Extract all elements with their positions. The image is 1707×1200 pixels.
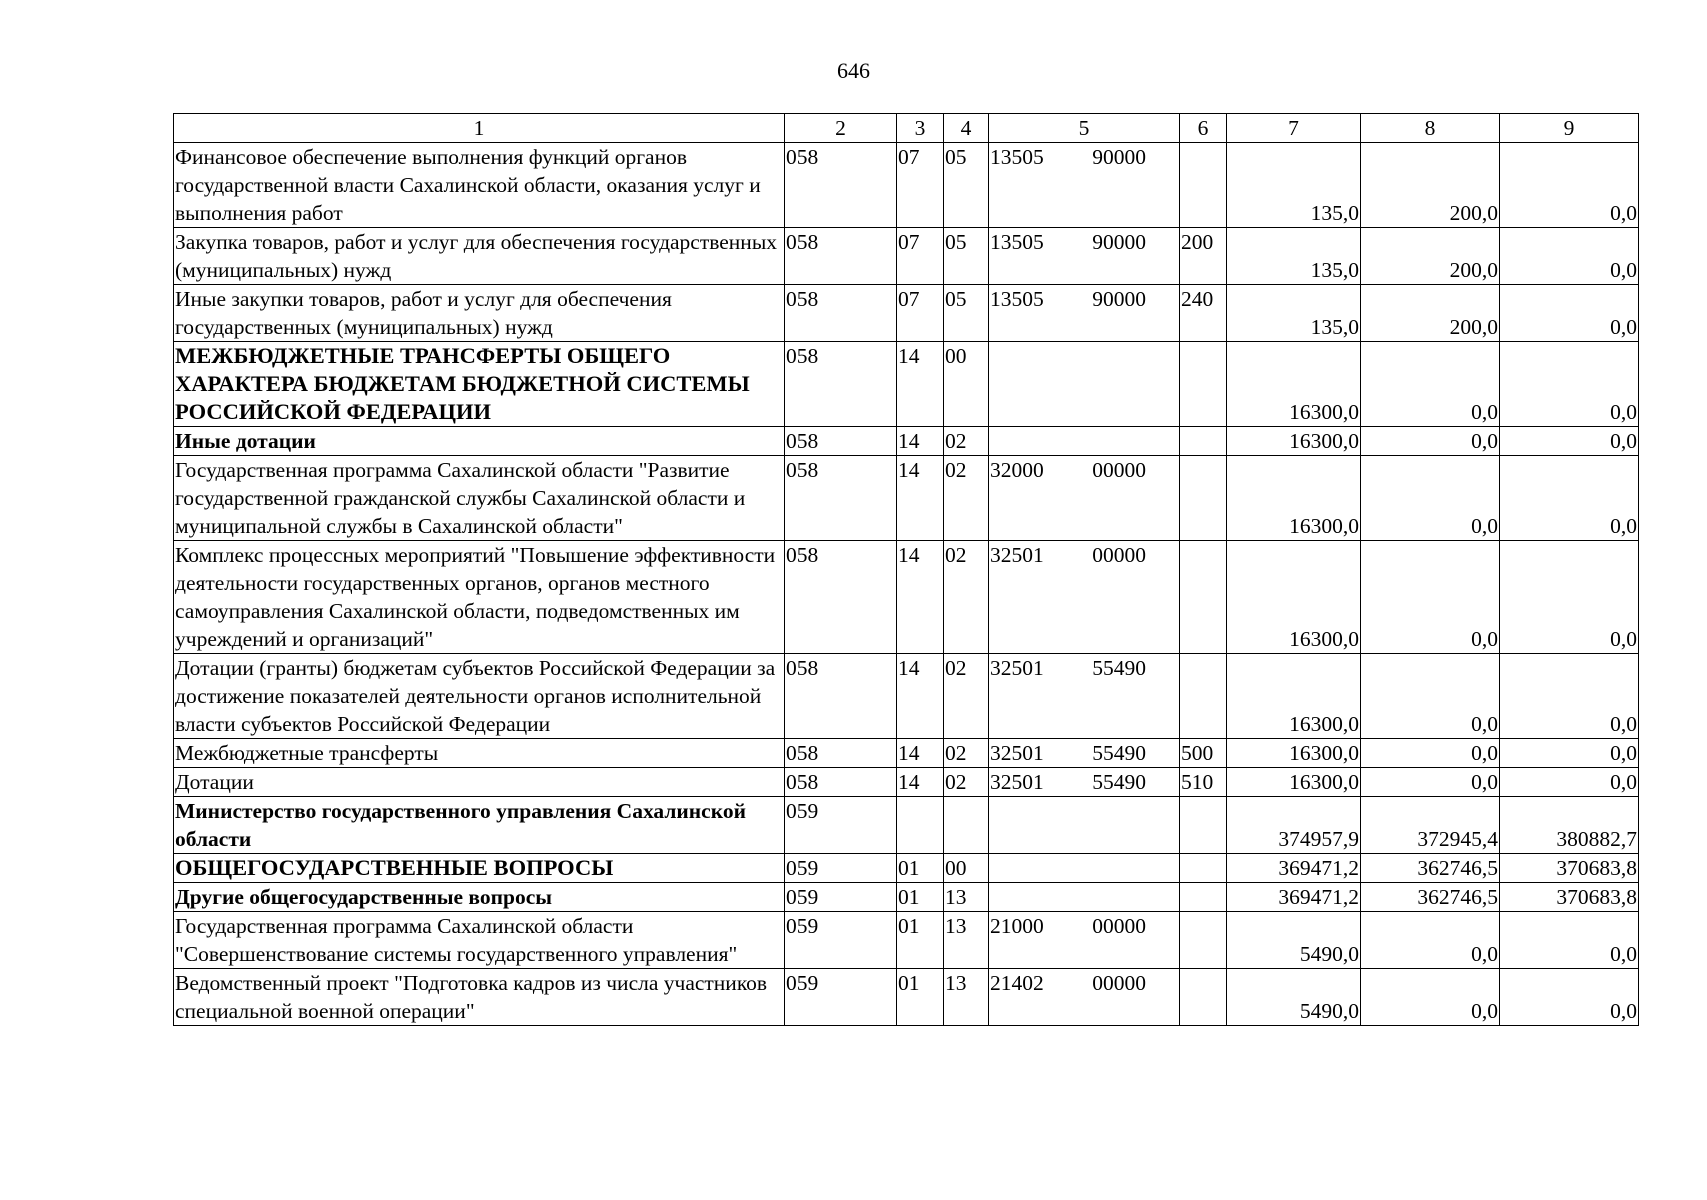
code-cell-3: 07 [897, 285, 944, 342]
amount-cell-8: 372945,4 [1361, 797, 1500, 854]
amount-cell-7: 16300,0 [1227, 654, 1361, 739]
code-cell-5 [989, 342, 1180, 427]
header-row [174, 114, 1639, 143]
amount-cell-8: 362746,5 [1361, 883, 1500, 912]
code-cell-2: 058 [785, 228, 897, 285]
amount-cell-7: 135,0 [1227, 143, 1361, 228]
row-name-cell: Иные закупки товаров, работ и услуг для обеспечения государственных (муниципальных) нужд [174, 285, 785, 342]
code-cell-3: 14 [897, 456, 944, 541]
code-cell-4: 13 [944, 912, 989, 969]
code-cell-4: 02 [944, 768, 989, 797]
code-5-part-b: 55490 [1092, 741, 1146, 765]
code-cell-4 [944, 797, 989, 854]
amount-cell-7: 5490,0 [1227, 912, 1361, 969]
row-name-cell: Дотации (гранты) бюджетам субъектов Российской Федерации за достижение показателей деятельности органов исполнительной власти субъектов Российской Федерации [174, 654, 785, 739]
code-cell-2: 058 [785, 143, 897, 228]
amount-cell-9: 0,0 [1500, 969, 1639, 1026]
column-header: 6 [1180, 114, 1227, 143]
amount-cell-8: 0,0 [1361, 427, 1500, 456]
code-cell-3: 01 [897, 912, 944, 969]
code-5-part-a: 21000 [990, 914, 1044, 938]
code-cell-5 [989, 912, 1180, 969]
table-row [174, 427, 1639, 456]
amount-cell-9: 0,0 [1500, 427, 1639, 456]
code-cell-3: 14 [897, 342, 944, 427]
amount-cell-9: 0,0 [1500, 143, 1639, 228]
table-row [174, 854, 1639, 883]
table-row [174, 143, 1639, 228]
budget-table [173, 113, 1639, 1026]
code-cell-3: 14 [897, 541, 944, 654]
code-5-part-a: 21402 [990, 971, 1044, 995]
code-cell-5 [989, 969, 1180, 1026]
code-cell-3: 07 [897, 143, 944, 228]
amount-cell-7: 16300,0 [1227, 342, 1361, 427]
amount-cell-7: 16300,0 [1227, 768, 1361, 797]
amount-cell-7: 135,0 [1227, 285, 1361, 342]
page-number: 646 [837, 58, 870, 83]
code-5-part-a: 32501 [990, 770, 1044, 794]
code-cell-5 [989, 456, 1180, 541]
code-cell-3: 14 [897, 768, 944, 797]
amount-cell-8: 200,0 [1361, 143, 1500, 228]
code-5-part-b: 00000 [1092, 458, 1146, 482]
code-cell-6: 200 [1180, 228, 1227, 285]
code-cell-2: 059 [785, 854, 897, 883]
code-cell-2: 058 [785, 541, 897, 654]
code-cell-3: 07 [897, 228, 944, 285]
column-header: 9 [1500, 114, 1639, 143]
code-cell-2: 058 [785, 768, 897, 797]
row-name-cell: Комплекс процессных мероприятий "Повышение эффективности деятельности государственных органов, органов местного самоуправления Сахалинской области, подведомственных им учреждений и организаций" [174, 541, 785, 654]
table-row [174, 342, 1639, 427]
table-row [174, 285, 1639, 342]
code-5-part-b: 90000 [1092, 287, 1146, 311]
amount-cell-9: 0,0 [1500, 342, 1639, 427]
amount-cell-9: 0,0 [1500, 228, 1639, 285]
code-cell-2: 058 [785, 456, 897, 541]
amount-cell-7: 16300,0 [1227, 427, 1361, 456]
row-name-cell: Государственная программа Сахалинской области "Развитие государственной гражданской службы Сахалинской области и муниципальной службы в Сахалинской области" [174, 456, 785, 541]
row-name-cell: Другие общегосударственные вопросы [174, 883, 785, 912]
code-cell-3: 01 [897, 883, 944, 912]
code-cell-6 [1180, 143, 1227, 228]
column-header: 4 [944, 114, 989, 143]
amount-cell-8: 200,0 [1361, 285, 1500, 342]
amount-cell-7: 369471,2 [1227, 883, 1361, 912]
amount-cell-8: 0,0 [1361, 342, 1500, 427]
code-5-part-b: 00000 [1092, 914, 1146, 938]
code-cell-2: 059 [785, 883, 897, 912]
code-5-part-b: 90000 [1092, 230, 1146, 254]
code-cell-6 [1180, 883, 1227, 912]
code-cell-5 [989, 797, 1180, 854]
code-5-part-b: 90000 [1092, 145, 1146, 169]
code-cell-2: 058 [785, 739, 897, 768]
table-row [174, 912, 1639, 969]
code-5-part-a: 13505 [990, 230, 1044, 254]
table-row [174, 969, 1639, 1026]
code-cell-4: 05 [944, 285, 989, 342]
amount-cell-8: 0,0 [1361, 456, 1500, 541]
table-row [174, 541, 1639, 654]
code-cell-3 [897, 797, 944, 854]
amount-cell-8: 0,0 [1361, 912, 1500, 969]
code-cell-5 [989, 768, 1180, 797]
amount-cell-7: 135,0 [1227, 228, 1361, 285]
amount-cell-9: 0,0 [1500, 456, 1639, 541]
row-name-cell: Дотации [174, 768, 785, 797]
column-header: 3 [897, 114, 944, 143]
code-cell-6 [1180, 969, 1227, 1026]
code-cell-6 [1180, 912, 1227, 969]
code-5-part-b: 00000 [1092, 971, 1146, 995]
code-cell-5 [989, 541, 1180, 654]
code-cell-5 [989, 228, 1180, 285]
code-cell-2: 058 [785, 342, 897, 427]
code-cell-6 [1180, 654, 1227, 739]
column-header: 2 [785, 114, 897, 143]
row-name-cell: Межбюджетные трансферты [174, 739, 785, 768]
amount-cell-7: 16300,0 [1227, 456, 1361, 541]
code-cell-6: 500 [1180, 739, 1227, 768]
code-5-part-a: 32000 [990, 458, 1044, 482]
code-5-part-a: 32501 [990, 656, 1044, 680]
code-cell-4: 13 [944, 969, 989, 1026]
code-cell-6 [1180, 456, 1227, 541]
row-name-cell: МЕЖБЮДЖЕТНЫЕ ТРАНСФЕРТЫ ОБЩЕГО ХАРАКТЕРА БЮДЖЕТАМ БЮДЖЕТНОЙ СИСТЕМЫ РОССИЙСКОЙ ФЕДЕРАЦИИ [174, 342, 785, 427]
code-cell-4: 00 [944, 854, 989, 883]
amount-cell-8: 0,0 [1361, 739, 1500, 768]
table-row [174, 883, 1639, 912]
table-row [174, 797, 1639, 854]
code-cell-2: 059 [785, 912, 897, 969]
amount-cell-9: 0,0 [1500, 541, 1639, 654]
code-cell-4: 05 [944, 228, 989, 285]
code-cell-3: 14 [897, 739, 944, 768]
amount-cell-8: 0,0 [1361, 969, 1500, 1026]
code-cell-3: 01 [897, 969, 944, 1026]
row-name-cell: Закупка товаров, работ и услуг для обеспечения государственных (муниципальных) нужд [174, 228, 785, 285]
amount-cell-9: 0,0 [1500, 739, 1639, 768]
code-5-part-a: 13505 [990, 145, 1044, 169]
column-header: 5 [989, 114, 1180, 143]
amount-cell-7: 5490,0 [1227, 969, 1361, 1026]
code-cell-3: 14 [897, 654, 944, 739]
code-cell-5 [989, 739, 1180, 768]
code-cell-2: 058 [785, 427, 897, 456]
code-cell-6 [1180, 342, 1227, 427]
amount-cell-8: 200,0 [1361, 228, 1500, 285]
amount-cell-9: 0,0 [1500, 912, 1639, 969]
code-cell-4: 02 [944, 739, 989, 768]
code-cell-3: 14 [897, 427, 944, 456]
column-header: 7 [1227, 114, 1361, 143]
amount-cell-8: 0,0 [1361, 654, 1500, 739]
code-cell-5 [989, 654, 1180, 739]
table-row [174, 654, 1639, 739]
code-cell-4: 02 [944, 427, 989, 456]
table-row [174, 739, 1639, 768]
code-cell-4: 00 [944, 342, 989, 427]
code-cell-5 [989, 883, 1180, 912]
table-row [174, 456, 1639, 541]
code-cell-4: 02 [944, 541, 989, 654]
code-5-part-b: 00000 [1092, 543, 1146, 567]
code-cell-2: 058 [785, 654, 897, 739]
code-cell-4: 02 [944, 654, 989, 739]
row-name-cell: Министерство государственного управления Сахалинской области [174, 797, 785, 854]
code-cell-5 [989, 854, 1180, 883]
amount-cell-7: 16300,0 [1227, 541, 1361, 654]
amount-cell-9: 370683,8 [1500, 883, 1639, 912]
amount-cell-9: 0,0 [1500, 285, 1639, 342]
code-cell-6 [1180, 541, 1227, 654]
code-cell-6: 240 [1180, 285, 1227, 342]
code-cell-6 [1180, 797, 1227, 854]
row-name-cell: ОБЩЕГОСУДАРСТВЕННЫЕ ВОПРОСЫ [174, 854, 785, 883]
row-name-cell: Государственная программа Сахалинской области "Совершенствование системы государственного управления" [174, 912, 785, 969]
table-body [174, 143, 1639, 1026]
code-cell-6: 510 [1180, 768, 1227, 797]
amount-cell-8: 362746,5 [1361, 854, 1500, 883]
code-5-part-a: 32501 [990, 543, 1044, 567]
column-header: 8 [1361, 114, 1500, 143]
amount-cell-8: 0,0 [1361, 541, 1500, 654]
amount-cell-7: 16300,0 [1227, 739, 1361, 768]
code-cell-4: 13 [944, 883, 989, 912]
code-cell-5 [989, 285, 1180, 342]
table-row [174, 768, 1639, 797]
column-header: 1 [174, 114, 785, 143]
code-cell-6 [1180, 854, 1227, 883]
amount-cell-9: 0,0 [1500, 768, 1639, 797]
code-cell-4: 02 [944, 456, 989, 541]
amount-cell-7: 374957,9 [1227, 797, 1361, 854]
code-5-part-a: 32501 [990, 741, 1044, 765]
code-cell-5 [989, 427, 1180, 456]
amount-cell-8: 0,0 [1361, 768, 1500, 797]
code-5-part-a: 13505 [990, 287, 1044, 311]
code-cell-3: 01 [897, 854, 944, 883]
code-5-part-b: 55490 [1092, 770, 1146, 794]
amount-cell-9: 380882,7 [1500, 797, 1639, 854]
code-5-part-b: 55490 [1092, 656, 1146, 680]
table-row [174, 228, 1639, 285]
row-name-cell: Ведомственный проект "Подготовка кадров из числа участников специальной военной операции" [174, 969, 785, 1026]
row-name-cell: Иные дотации [174, 427, 785, 456]
code-cell-5 [989, 143, 1180, 228]
code-cell-2: 058 [785, 285, 897, 342]
code-cell-2: 059 [785, 797, 897, 854]
code-cell-2: 059 [785, 969, 897, 1026]
amount-cell-7: 369471,2 [1227, 854, 1361, 883]
code-cell-4: 05 [944, 143, 989, 228]
code-cell-6 [1180, 427, 1227, 456]
amount-cell-9: 0,0 [1500, 654, 1639, 739]
amount-cell-9: 370683,8 [1500, 854, 1639, 883]
row-name-cell: Финансовое обеспечение выполнения функций органов государственной власти Сахалинской области, оказания услуг и выполнения работ [174, 143, 785, 228]
